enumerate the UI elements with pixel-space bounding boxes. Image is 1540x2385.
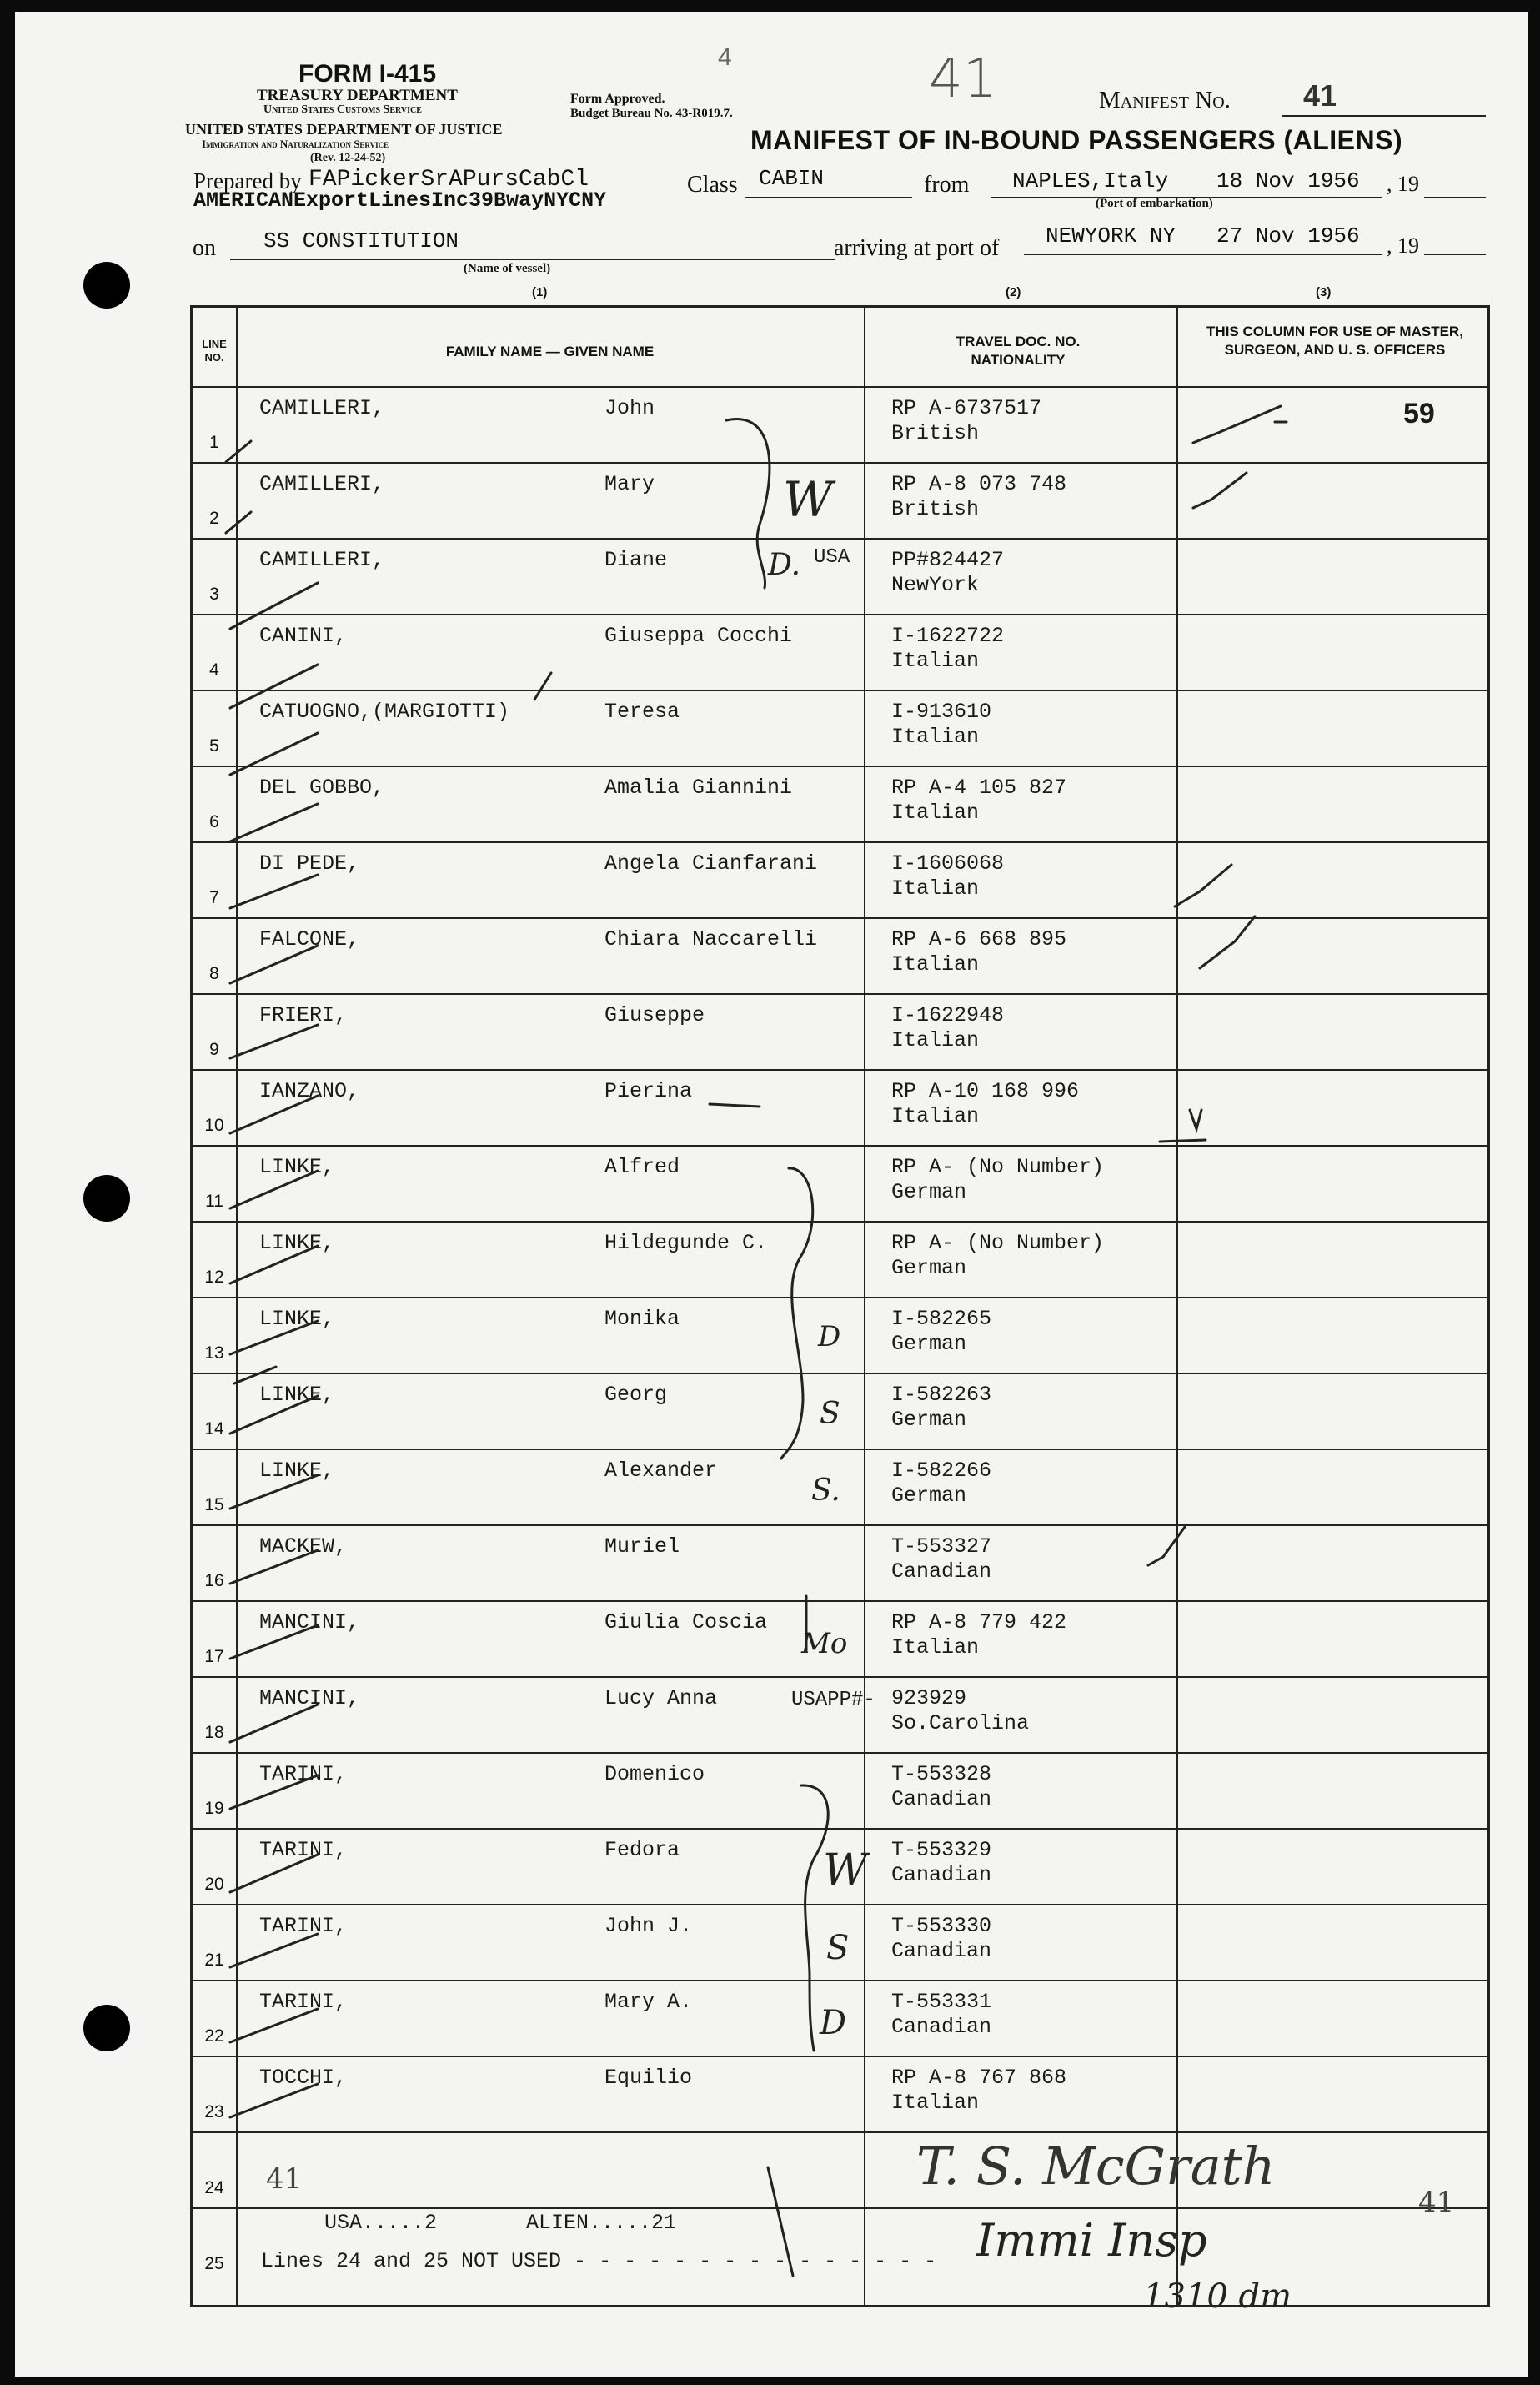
bracket-mark — [726, 419, 770, 588]
travel-doc-number: I-582266 — [891, 1459, 992, 1483]
tick-mark — [226, 441, 251, 462]
line-number: 8 — [209, 964, 219, 983]
family-name: TOCCHI, — [259, 2066, 348, 2090]
hand-letter-d: D. — [768, 548, 801, 582]
line-number: 1 — [209, 433, 219, 452]
tick-mark — [230, 804, 318, 841]
nationality: German — [891, 1408, 967, 1432]
arrival-date: 27 Nov 1956 — [1216, 223, 1360, 249]
travel-doc-number: I-1622722 — [891, 624, 1005, 648]
family-name: LINKE, — [259, 1231, 335, 1255]
nationality: So.Carolina — [891, 1711, 1030, 1735]
given-name: Teresa — [604, 700, 680, 724]
arrival-line — [1024, 254, 1382, 255]
arriving-label: arriving at port of — [834, 235, 1000, 261]
on-label: on — [193, 235, 216, 261]
line-number: 4 — [209, 660, 219, 680]
tick-mark — [230, 2084, 318, 2117]
line-number: 18 — [204, 1723, 224, 1742]
manifest-title: MANIFEST OF IN-BOUND PASSENGERS (ALIENS) — [750, 125, 1403, 155]
travel-doc-number: RP A-10 168 996 — [891, 1079, 1080, 1103]
tick-mark — [230, 1775, 318, 1809]
family-name: CAMILLERI, — [259, 396, 385, 420]
hand-letter-s: S — [820, 1397, 840, 1431]
nationality: Italian — [891, 952, 980, 977]
travel-doc-number: T-553331 — [891, 1990, 992, 2014]
tick-mark — [230, 1934, 318, 1967]
family-name: CAMILLERI, — [259, 472, 385, 496]
nationality: Canadian — [891, 2015, 992, 2039]
given-name: Angela Cianfarani — [604, 851, 818, 876]
arrival-port: NEWYORK NY — [1046, 223, 1176, 249]
hand-letter-w: W — [823, 1845, 868, 1895]
tick-mark — [230, 1171, 318, 1208]
check-mark — [1193, 473, 1247, 508]
line-number: 16 — [204, 1571, 224, 1590]
manifest-number: 41 — [1303, 78, 1337, 113]
family-name: LINKE, — [259, 1383, 335, 1407]
travel-doc-number: 923929 — [891, 1686, 967, 1710]
header-name: FAMILY NAME — GIVEN NAME — [445, 344, 655, 359]
given-name: Muriel — [604, 1534, 680, 1559]
usa-count: USA.....2 — [324, 2211, 438, 2235]
nationality: Italian — [891, 725, 980, 749]
from-date: 18 Nov 1956 — [1216, 168, 1360, 193]
tick-mark — [226, 512, 251, 533]
column-number-3: (3) — [1316, 285, 1332, 299]
family-name: TARINI, — [259, 1990, 348, 2014]
check-mark — [1148, 1527, 1185, 1565]
tick-mark — [230, 946, 318, 983]
column-number-2: (2) — [1006, 285, 1021, 299]
given-name: Giuseppe — [604, 1003, 705, 1027]
travel-doc-number: RP A-8 073 748 — [891, 472, 1067, 496]
binder-hole — [83, 2005, 130, 2051]
tick-mark — [230, 1321, 318, 1354]
officer-signature: T. S. McGrath — [916, 2136, 1276, 2197]
tick-mark — [230, 1246, 318, 1283]
stroke-mark — [710, 1104, 760, 1107]
line-number: 3 — [209, 585, 219, 604]
line-number: 9 — [209, 1040, 219, 1059]
family-name: TARINI, — [259, 1914, 348, 1938]
inspector-signature: Immi Insp — [976, 2214, 1207, 2267]
line-number: 6 — [209, 812, 219, 831]
given-name: Domenico — [604, 1762, 705, 1786]
binder-hole — [83, 262, 130, 309]
from-year-line — [1424, 197, 1486, 198]
tick-mark — [230, 1705, 318, 1742]
given-name: Fedora — [604, 1838, 680, 1862]
big-page-number: 41 — [929, 48, 997, 110]
tick-mark — [230, 665, 318, 708]
travel-doc-number: PP#824427 — [891, 548, 1005, 572]
form-revision: (Rev. 12-24-52) — [310, 152, 386, 164]
nationality: Italian — [891, 2091, 980, 2115]
hand-letter-d: D — [820, 2004, 847, 2042]
arrival-year-line — [1424, 254, 1486, 255]
line-number: 2 — [209, 509, 219, 528]
row3-usa-note: USA — [814, 546, 850, 569]
tick-mark — [230, 1025, 318, 1058]
tick-mark — [230, 733, 318, 775]
tick-mark — [230, 1855, 318, 1892]
given-name: Mary A. — [604, 1990, 693, 2014]
given-name: Lucy Anna — [604, 1686, 718, 1710]
family-name: CATUOGNO,(MARGIOTTI) — [259, 700, 510, 724]
travel-doc-number: T-553329 — [891, 1838, 992, 1862]
family-name: FALCONE, — [259, 927, 360, 951]
line-number: 21 — [204, 1951, 224, 1970]
given-name: John J. — [604, 1914, 693, 1938]
nationality: NewYork — [891, 573, 980, 597]
travel-doc-number: RP A-6737517 — [891, 396, 1042, 420]
form-top-mark: 4 — [718, 43, 732, 71]
family-name: MACKEW, — [259, 1534, 348, 1559]
from-port: NAPLES,Italy — [1012, 168, 1169, 193]
line-number: 12 — [204, 1268, 224, 1287]
travel-doc-number: I-582265 — [891, 1307, 992, 1331]
nationality: German — [891, 1484, 967, 1508]
check-mark — [1175, 865, 1231, 906]
family-name: MANCINI, — [259, 1610, 360, 1634]
row24-number: 41 — [266, 2162, 303, 2196]
hand-letter-w: W — [783, 471, 833, 528]
line-number: 7 — [209, 888, 219, 907]
given-name: John — [604, 396, 655, 420]
family-name: IANZANO, — [259, 1079, 360, 1103]
header-line-no: LINE NO. — [202, 338, 227, 364]
family-name: DI PEDE, — [259, 851, 360, 876]
given-name: Equilio — [604, 2066, 693, 2090]
check-mark — [1193, 406, 1281, 443]
class-label: Class — [687, 172, 738, 198]
manifest-page — [15, 12, 1528, 2377]
nationality: Canadian — [891, 1787, 992, 1811]
tick-mark — [230, 1625, 318, 1659]
given-name: Hildegunde C. — [604, 1231, 768, 1255]
travel-doc-number: I-1606068 — [891, 851, 1005, 876]
from-year: , 19 — [1387, 172, 1419, 196]
given-name: Giuseppa Cocchi — [604, 624, 793, 648]
line-number: 25 — [204, 2254, 224, 2273]
nationality: British — [891, 497, 980, 521]
given-name: Amalia Giannini — [604, 776, 793, 800]
class-value: CABIN — [759, 166, 825, 191]
tick-mark — [230, 2009, 318, 2042]
travel-doc-number: RP A-8 767 868 — [891, 2066, 1067, 2090]
family-name: LINKE, — [259, 1459, 335, 1483]
tick-mark — [230, 875, 318, 908]
tick-mark — [230, 1096, 318, 1133]
given-name: Mary — [604, 472, 655, 496]
tick-mark — [230, 1396, 318, 1434]
family-name: MANCINI, — [259, 1686, 360, 1710]
vessel-caption: (Name of vessel) — [464, 262, 551, 275]
manifest-number-line — [1282, 115, 1486, 117]
given-name: Alexander — [604, 1459, 718, 1483]
line-number: 22 — [204, 2026, 224, 2046]
line-number: 23 — [204, 2102, 224, 2121]
header-officers: THIS COLUMN FOR USE OF MASTER, SURGEON, AND U. S. OFFICERS — [1206, 324, 1463, 358]
lines-not-used-note: Lines 24 and 25 NOT USED - - - - - - - - - - - - - - - — [261, 2249, 937, 2273]
nationality: Italian — [891, 876, 980, 901]
travel-doc-number: T-553327 — [891, 1534, 992, 1559]
travel-doc-number: I-1622948 — [891, 1003, 1005, 1027]
nationality: Canadian — [891, 1863, 992, 1887]
family-name: CANINI, — [259, 624, 348, 648]
nationality: Italian — [891, 1635, 980, 1659]
tick-mark — [230, 1475, 318, 1509]
family-name: LINKE, — [259, 1155, 335, 1179]
given-name: Diane — [604, 548, 668, 572]
binder-hole — [83, 1175, 130, 1222]
family-name: TARINI, — [259, 1838, 348, 1862]
column-number-1: (1) — [532, 285, 548, 299]
signature-mark: 41 — [1418, 2186, 1455, 2219]
prepared-by-line2: AMERICANExportLinesInc39BwayNYCNY — [193, 188, 607, 213]
line-number: 14 — [204, 1419, 224, 1439]
travel-doc-number: I-913610 — [891, 700, 992, 724]
check-mark — [1200, 916, 1255, 968]
given-name: Giulia Coscia — [604, 1610, 768, 1634]
check-mark — [1160, 1110, 1206, 1142]
manifest-label: Manifest No. — [1099, 87, 1231, 113]
travel-doc-number: RP A- (No Number) — [891, 1155, 1105, 1179]
officer-count: 59 — [1403, 398, 1435, 429]
given-name: Georg — [604, 1383, 668, 1407]
nationality: Canadian — [891, 1559, 992, 1584]
port-embarkation-caption: (Port of embarkation) — [1096, 197, 1213, 210]
tick-mark — [230, 1550, 318, 1584]
line-number: 20 — [204, 1875, 224, 1894]
family-name: CAMILLERI, — [259, 548, 385, 572]
line-number: 24 — [204, 2178, 224, 2197]
given-name: Alfred — [604, 1155, 680, 1179]
approval-line-1: Form Approved. — [570, 92, 665, 106]
travel-doc-number: RP A- (No Number) — [891, 1231, 1105, 1255]
prepared-by-label: Prepared by — [193, 168, 302, 193]
arrival-year: , 19 — [1387, 233, 1419, 258]
nationality: German — [891, 1332, 967, 1356]
from-label: from — [924, 172, 970, 198]
line-number: 13 — [204, 1343, 224, 1363]
given-name: Chiara Naccarelli — [604, 927, 818, 951]
inspector-code: 1310 dm — [1143, 2277, 1292, 2316]
dept-treasury: TREASURY DEPARTMENT — [257, 87, 458, 104]
bracket-mark — [781, 1168, 813, 1459]
given-name: Monika — [604, 1307, 680, 1331]
line-number: 10 — [204, 1116, 224, 1135]
alien-count: ALIEN.....21 — [526, 2211, 677, 2235]
nationality: German — [891, 1256, 967, 1280]
nationality: Italian — [891, 801, 980, 825]
dept-treasury-sub: United States Customs Service — [263, 103, 422, 116]
stroke-mark — [534, 673, 551, 700]
nationality: Canadian — [891, 1939, 992, 1963]
vessel-line — [230, 259, 835, 260]
family-name: LINKE, — [259, 1307, 335, 1331]
family-name: FRIERI, — [259, 1003, 348, 1027]
approval-line-2: Budget Bureau No. 43-R019.7. — [570, 107, 733, 120]
row18-usapp-note: USAPP#- — [791, 1689, 875, 1711]
class-line — [745, 197, 912, 198]
travel-doc-number: RP A-4 105 827 — [891, 776, 1067, 800]
nationality: Italian — [891, 649, 980, 673]
line-number: 11 — [205, 1192, 223, 1211]
given-name: Pierina — [604, 1079, 693, 1103]
prepared-by-value: FAPickerSrAPursCabCl — [309, 167, 589, 193]
form-number: FORM I-415 — [298, 60, 437, 88]
line-number: 5 — [209, 736, 219, 756]
nationality: Italian — [891, 1028, 980, 1052]
hand-letter-d: D — [818, 1320, 841, 1353]
hand-letters-mo: Mo — [801, 1627, 848, 1660]
line-number: 19 — [204, 1799, 224, 1818]
tick-mark — [230, 583, 318, 629]
family-name: TARINI, — [259, 1762, 348, 1786]
hand-letter-s: S. — [811, 1474, 840, 1508]
nationality: Italian — [891, 1104, 980, 1128]
travel-doc-number: RP A-6 668 895 — [891, 927, 1067, 951]
nationality: British — [891, 421, 980, 445]
hand-letter-s: S — [826, 1929, 850, 1967]
dept-justice-sub: Immigration and Naturalization Service — [202, 138, 389, 150]
header-travel-doc: TRAVEL DOC. NO. NATIONALITY — [956, 334, 1081, 368]
stroke-mark — [234, 1367, 276, 1383]
passenger-table — [190, 305, 1490, 2316]
travel-doc-number: T-553330 — [891, 1914, 992, 1938]
line-number: 17 — [204, 1647, 224, 1666]
dept-justice: UNITED STATES DEPARTMENT OF JUSTICE — [185, 121, 503, 138]
travel-doc-number: I-582263 — [891, 1383, 992, 1407]
line-number: 15 — [204, 1495, 224, 1514]
nationality: German — [891, 1180, 967, 1204]
vessel-name: SS CONSTITUTION — [263, 228, 459, 254]
travel-doc-number: T-553328 — [891, 1762, 992, 1786]
travel-doc-number: RP A-8 779 422 — [891, 1610, 1067, 1634]
family-name: DEL GOBBO, — [259, 776, 385, 800]
